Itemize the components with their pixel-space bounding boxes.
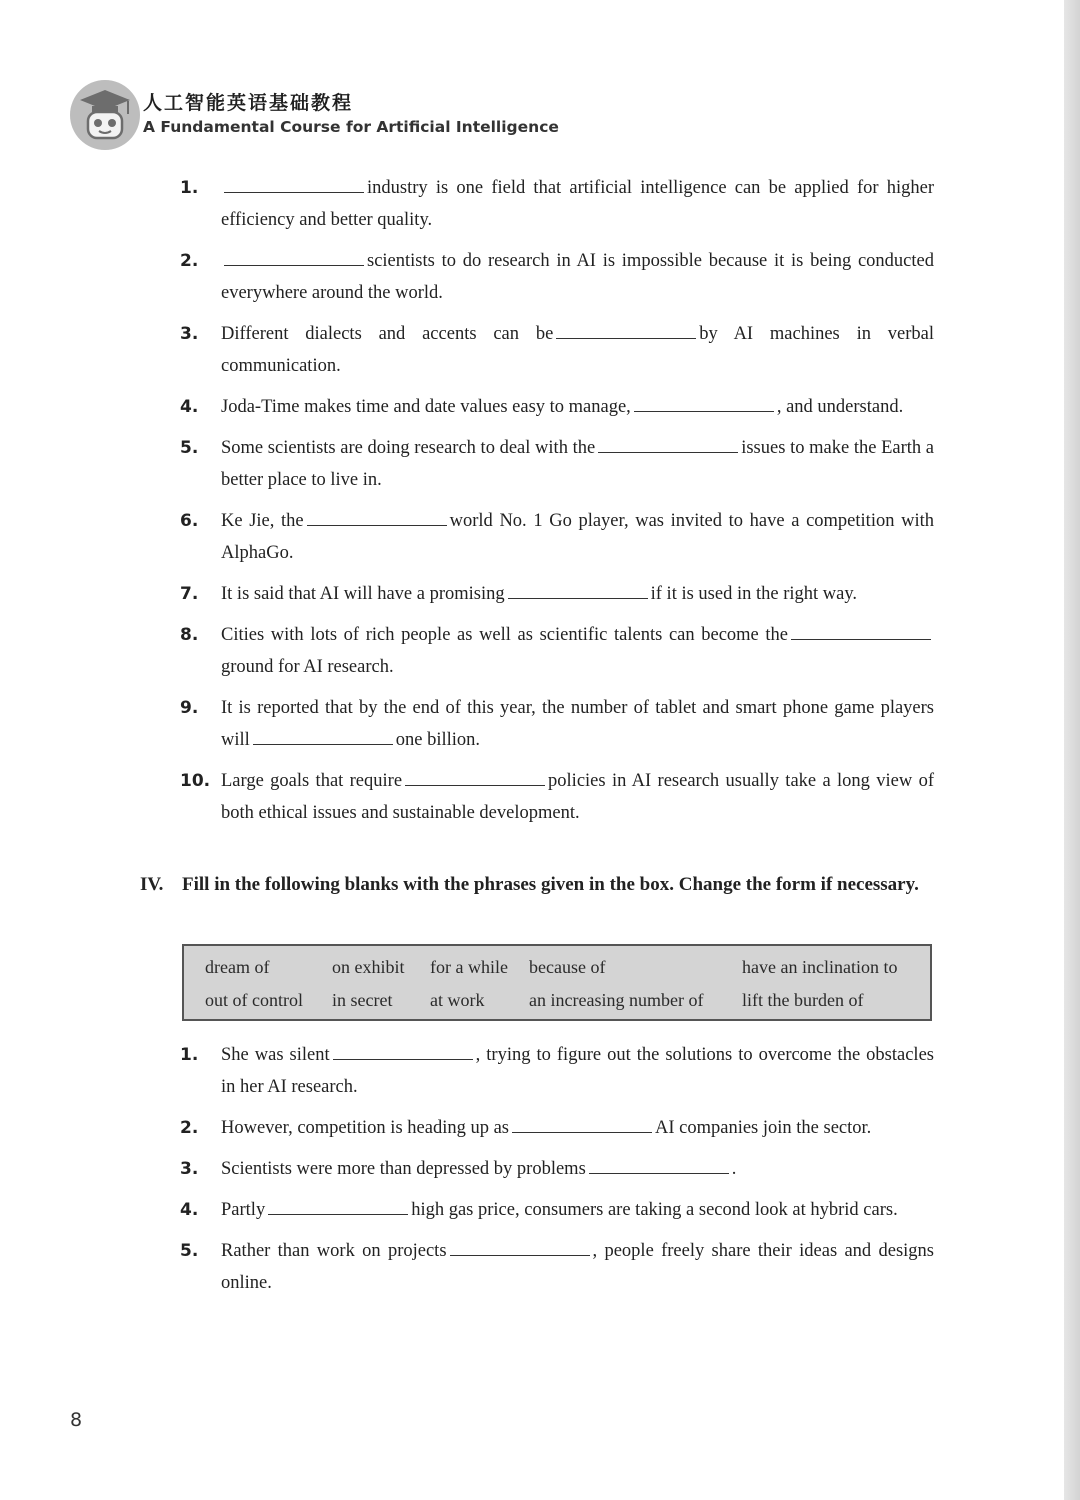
item-text-before: It is said that AI will have a promising [221, 584, 505, 604]
answer-blank[interactable] [450, 1236, 590, 1256]
answer-blank[interactable] [268, 1195, 408, 1215]
answer-blank[interactable] [333, 1040, 473, 1060]
item-text-before: However, competition is heading up as [221, 1118, 509, 1138]
item-number: 5. [180, 1241, 199, 1261]
item-text-after: , trying to figure out the solutions to overcome the obstacles in her AI research. [221, 1045, 934, 1097]
phrase: an increasing number of [529, 990, 704, 1010]
exercise-list-part2 [180, 1039, 934, 1308]
item-text-before: Ke Jie, the [221, 511, 304, 531]
answer-blank[interactable] [556, 319, 696, 339]
robot-graduate-logo-icon [70, 80, 140, 150]
item-text-before: Scientists were more than depressed by problems [221, 1159, 586, 1179]
answer-blank[interactable] [307, 506, 447, 526]
item-text-before: Joda-Time makes time and date values easy to manage, [221, 397, 631, 417]
item-number: 2. [180, 1118, 199, 1138]
answer-blank[interactable] [224, 246, 364, 266]
item-number: 7. [180, 584, 199, 604]
item-number: 1. [180, 178, 199, 198]
item-text-before: Partly [221, 1200, 266, 1220]
section-instruction: Fill in the following blanks with the phrases given in the box. Change the form if necessary. [182, 874, 919, 895]
course-title-english: A Fundamental Course for Artificial Intelligence [143, 118, 559, 136]
item-number: 1. [180, 1045, 199, 1065]
item-text-after: , and understand. [776, 397, 904, 417]
page-number: 8 [70, 1409, 83, 1431]
item-text-after: policies in AI research usually take a long view of both ethical issues and sustainable development. [221, 771, 934, 823]
exercise-item [180, 245, 934, 309]
exercise-item [180, 619, 934, 683]
phrase: lift the burden of [742, 990, 864, 1010]
item-text-before: Large goals that require [221, 771, 403, 791]
item-text-before: She was silent [221, 1045, 330, 1065]
exercise-item [180, 172, 934, 236]
answer-blank[interactable] [508, 579, 648, 599]
answer-blank[interactable] [598, 433, 738, 453]
item-number: 3. [180, 1159, 199, 1179]
item-number: 4. [180, 1200, 199, 1220]
exercise-item [180, 432, 934, 496]
item-text-after: one billion. [395, 730, 481, 750]
item-text-before: Cities with lots of rich people as well as scientific talents can become the [221, 625, 788, 645]
exercise-item [180, 1112, 934, 1144]
exercise-item [180, 1235, 934, 1299]
item-text-after: by AI machines in verbal communication. [221, 324, 934, 376]
phrase: at work [430, 990, 485, 1010]
item-number: 10. [180, 771, 211, 791]
phrase: for a while [430, 957, 508, 977]
item-text-after: issues to make the Earth a better place to live in. [221, 438, 934, 490]
item-text-after: . [731, 1159, 737, 1179]
phrase: out of control [205, 990, 303, 1010]
item-text-after: if it is used in the right way. [650, 584, 858, 604]
exercise-item [180, 391, 934, 423]
phrase: dream of [205, 957, 270, 977]
phrase: on exhibit [332, 957, 405, 977]
course-title-chinese: 人工智能英语基础教程 [143, 92, 354, 114]
answer-blank[interactable] [253, 725, 393, 745]
item-number: 4. [180, 397, 199, 417]
phrase: in secret [332, 990, 393, 1010]
exercise-item [180, 578, 934, 610]
exercise-list-part1 [180, 172, 934, 838]
item-number: 2. [180, 251, 199, 271]
item-text-after: , people freely share their ideas and designs online. [221, 1241, 934, 1293]
item-number: 9. [180, 698, 199, 718]
answer-blank[interactable] [224, 173, 364, 193]
exercise-item [180, 505, 934, 569]
item-text-before: Different dialects and accents can be [221, 324, 554, 344]
answer-blank[interactable] [791, 620, 931, 640]
answer-blank[interactable] [634, 392, 774, 412]
item-number: 6. [180, 511, 199, 531]
answer-blank[interactable] [512, 1113, 652, 1133]
phrase: because of [529, 957, 606, 977]
item-text-before: Rather than work on projects [221, 1241, 447, 1261]
section-numeral: IV. [140, 874, 164, 895]
item-text-after: scientists to do research in AI is impossible because it is being conducted everywhere around the world. [221, 251, 934, 303]
section-iv-heading [140, 869, 934, 901]
item-text-before: It is reported that by the end of this year, the number of tablet and smart phone game players will [221, 698, 934, 750]
item-text-after: high gas price, consumers are taking a second look at hybrid cars. [411, 1200, 898, 1220]
item-text-before: Some scientists are doing research to deal with the [221, 438, 596, 458]
exercise-item [180, 1039, 934, 1103]
exercise-item [180, 1153, 934, 1185]
item-text-after: world No. 1 Go player, was invited to have a competition with AlphaGo. [221, 511, 934, 563]
answer-blank[interactable] [405, 766, 545, 786]
item-number: 5. [180, 438, 199, 458]
item-number: 8. [180, 625, 199, 645]
page-edge [1064, 0, 1080, 1500]
item-number: 3. [180, 324, 199, 344]
exercise-item [180, 765, 934, 829]
phrase-box [182, 944, 932, 1021]
exercise-item [180, 692, 934, 756]
exercise-item [180, 1194, 934, 1226]
item-text-after: industry is one field that artificial intelligence can be applied for higher efficiency and better quality. [221, 178, 934, 230]
item-text-after: AI companies join the sector. [655, 1118, 872, 1138]
item-text-after: ground for AI research. [221, 657, 394, 677]
phrase: have an inclination to [742, 957, 898, 977]
exercise-item [180, 318, 934, 382]
answer-blank[interactable] [589, 1154, 729, 1174]
